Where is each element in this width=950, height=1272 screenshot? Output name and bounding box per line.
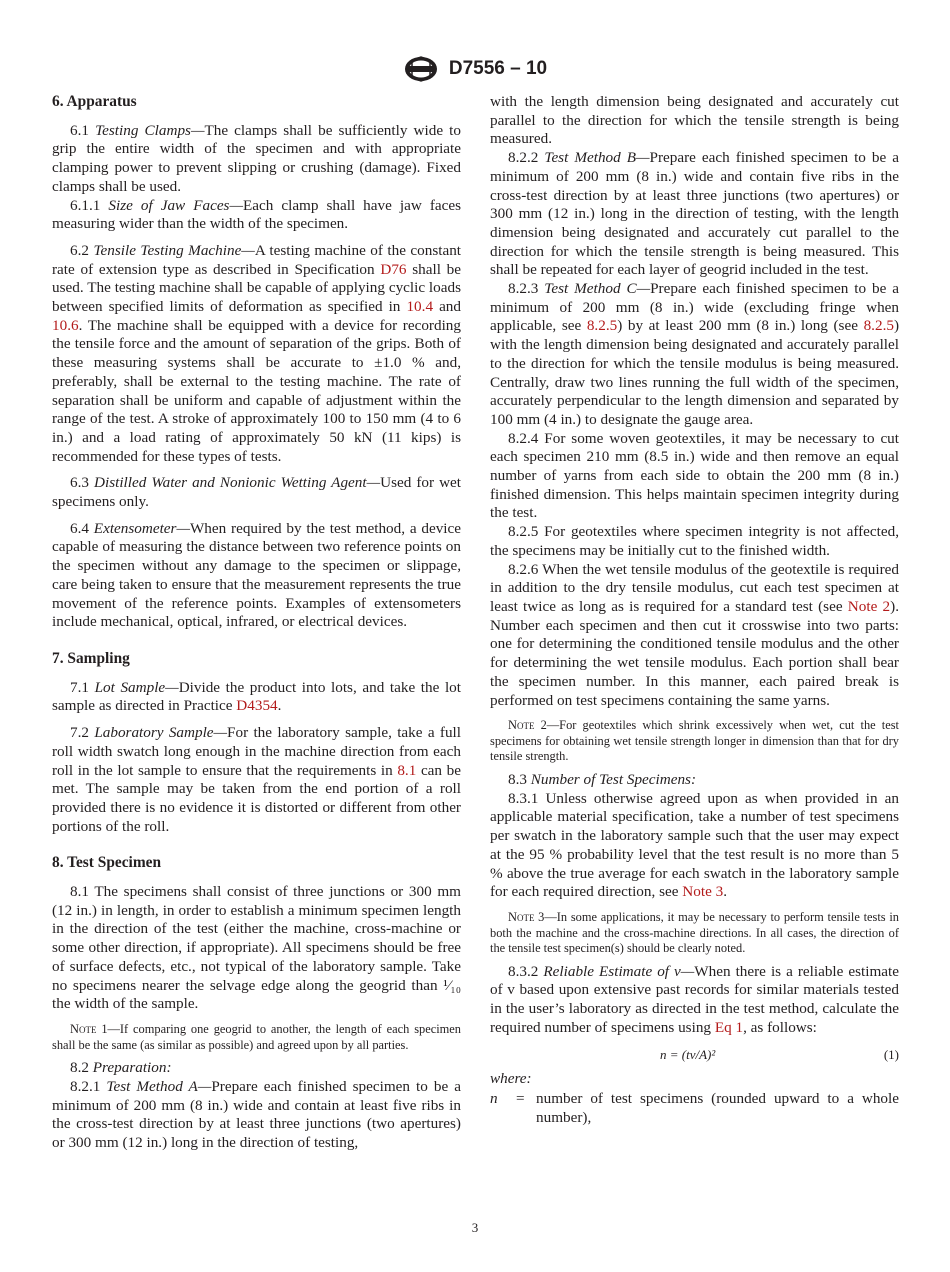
- page-header: [0, 55, 950, 83]
- section-heading: 8. Test Specimen: [52, 854, 162, 872]
- reference-link[interactable]: D4354: [236, 697, 278, 715]
- paragraph-8-3-1: 8.3.1 Unless otherwise agreed upon as when provided in an applicable material specification, take a number of test specimens per swatch in the laboratory sample such that the user may expect at the 95 % probability level that the test result is no more than 5 % above the true average for each swatch in the laboratory sample for each required direction, see Note 3.: [490, 789, 899, 901]
- reference-link[interactable]: Eq 1: [714, 1018, 744, 1036]
- reference-link[interactable]: Note 2: [847, 597, 891, 615]
- where-label: where:: [490, 1069, 532, 1087]
- left-column: [52, 93, 461, 1153]
- definition-symbol: n: [490, 1090, 498, 1108]
- paragraph-6-1: 6.1 Testing Clamps—The clamps shall be sufficiently wide to grip the entire width of the specimen and with appropriate clamping power to prevent slipping or crushing (damage). Fixed clamps shall be used.: [52, 121, 461, 195]
- reference-link[interactable]: Note 3: [682, 883, 724, 901]
- paragraph-8-2-6: 8.2.6 When the wet tensile modulus of the geotextile is required in addition to the dry tensile modulus, cut each test specimen at least twice as long as is required for a standard test (see Note 2). Number each specimen and then cut it crosswise into two parts: one for determining the conditioned tensile modulus and the other for determining the wet tensile modulus. Each portion shall bear the specimen number. In this manner, each paired break is performed on test specimens containing the same yarns.: [490, 560, 899, 709]
- section-heading: 6. Apparatus: [52, 93, 137, 110]
- paragraph-8-2-1: 8.2.1 Test Method A—Prepare each finished specimen to be a minimum of 200 mm (8 in.) wide and contain at least five ribs in the cross-test direction by at least three junctions (two apertures) or 300 mm (12 in.) long in the direction of testing,: [52, 1077, 461, 1151]
- paragraph-8-2-5: 8.2.5 For geotextiles where specimen integrity is not affected, the specimens may be initially cut to the finished width.: [490, 523, 899, 559]
- note-2: Note 2—For geotextiles which shrink excessively when wet, cut the test specimens for obtaining wet tensile strength longer in dimension than that for dry tensile strength.: [490, 718, 899, 764]
- paragraph-6-1-1: 6.1.1 Size of Jaw Faces—Each clamp shall have jaw faces measuring wider than the width of the specimen.: [52, 196, 462, 233]
- paragraph-6-2: 6.2 Tensile Testing Machine—A testing machine of the constant rate of extension type as described in Specification D76 shall be used. The testing machine shall be capable of applying cyclic loads between specified limits of deformation as specified in 10.4 and 10.6. The machine shall be equipped with a device for recording the tensile force and the amount of separation of the grips. Both of these measuring systems shall be accurate to ±1.0 % and, preferably, shall be external to the testing machine. The rate of separation shall be uniform and capable of adjustment within the range of the test. A stroke of approximately 100 to 150 mm (4 to 6 in.) and a load rating of approximately 50 kN (11 kips) is recommended for these types of tests.: [52, 241, 462, 465]
- definition-equals: =: [516, 1090, 525, 1108]
- astm-logo-icon: [403, 55, 439, 83]
- document-id: D7556 – 10: [448, 58, 548, 79]
- reference-link[interactable]: 8.1: [397, 761, 417, 779]
- paragraph-7-1: 7.1 Lot Sample—Divide the product into lots, and take the lot sample as directed in Practice D4354.: [52, 678, 461, 715]
- paragraph-8-3: 8.3 Number of Test Specimens:: [508, 770, 697, 788]
- reference-link[interactable]: 10.4: [406, 298, 434, 316]
- reference-link[interactable]: D76: [380, 260, 407, 278]
- paragraph-6-3: 6.3 Distilled Water and Nonionic Wetting Agent—Used for wet specimens only.: [52, 474, 461, 511]
- paragraph-8-3-2: 8.3.2 Reliable Estimate of v—When there is a reliable estimate of v based upon extensive past records for similar materials tested in the user’s laboratory as directed in the test method, calculate the required number of specimens using Eq 1, as follows:: [490, 962, 900, 1036]
- right-column: [490, 93, 899, 1128]
- paragraph-7-2: 7.2 Laboratory Sample—For the laboratory sample, take a full roll width swatch long enough in the machine direction from each roll in the lot sample to ensure that the requirements in 8.1 can be met. The sample may be taken from the end portion of a roll provided there is no evidence it is distorted or different from other portions of the roll.: [52, 724, 461, 835]
- equation-1: [490, 1044, 899, 1066]
- section-heading: 7. Sampling: [52, 649, 130, 667]
- equation-number: (1): [883, 1046, 899, 1062]
- equation-body: n = (tv/A)²: [660, 1046, 716, 1062]
- paragraph-8-1: 8.1 The specimens shall consist of three junctions or 300 mm (12 in.) in length, in order to establish a minimum specimen length in the direction of the test (either the machine, cross-machine or some other direction, if appropriate). All specimens should be free of surface defects, etc., not typical of the laboratory sample. Take no specimens nearer the selvage edge along the geogrid than ¹⁄₁₀ the width of the sample.: [52, 883, 461, 1013]
- paragraph-8-2-1-continued: with the length dimension being designated and accurately cut parallel to the direction for which the tensile strength is being measured.: [490, 93, 899, 148]
- paragraph-6-4: 6.4 Extensometer—When required by the test method, a device capable of measuring the distance between two reference points on the specimen without any damage to the specimen or slippage, care being taken to ensure that the measurement represents the true movement of the reference points. Examples of extensometers include mechanical, optical, infrared, or electrical devices.: [52, 519, 462, 631]
- definition-n: [490, 1090, 899, 1127]
- definition-text: number of test specimens (rounded upward to a whole number),: [536, 1090, 899, 1126]
- paragraph-8-2-4: 8.2.4 For some woven geotextiles, it may be necessary to cut each specimen 210 mm (8.5 in.) wide and then remove an equal number of yarns from each side to obtain the 200 mm (8 in.) finished dimension. This helps maintain specimen integrity during the test.: [490, 429, 899, 522]
- reference-link[interactable]: 8.2.5: [586, 317, 618, 335]
- note-1: Note 1—If comparing one geogrid to another, the length of each specimen shall be the same (as similar as possible) and agreed upon by all parties.: [52, 1021, 461, 1052]
- page-number: 3: [471, 1220, 479, 1235]
- reference-link[interactable]: 8.2.5: [863, 317, 894, 335]
- paragraph-8-2-3: 8.2.3 Test Method C—Prepare each finished specimen to be a minimum of 200 mm (8 in.) wide (excluding fringe when applicable, see 8.2.5) by at least 200 mm (8 in.) long (see 8.2.5) with the length dimension being designated and accurately parallel to the direction for which the tensile modulus is being measured. Centrally, draw two lines running the full width of the specimen, accurately perpendicular to the length dimension and separated by 100 mm (4 in.) to designate the gauge area.: [490, 280, 900, 428]
- paragraph-8-2: 8.2 Preparation:: [70, 1059, 172, 1077]
- reference-link[interactable]: 10.6: [52, 316, 79, 334]
- paragraph-8-2-2: 8.2.2 Test Method B—Prepare each finished specimen to be a minimum of 200 mm (8 in.) wide and contain five ribs in the cross-test direction by at least three junctions (two apertures) or 300 mm (12 in.) long in the direction of testing, with the length dimension being designated and accurately cut parallel to the direction for which the tensile strength is being measured. This shall be repeated for each layer of geogrid included in the test.: [490, 149, 899, 279]
- note-3: Note 3—In some applications, it may be necessary to perform tensile tests in both the machine and the cross-machine directions. In all cases, the direction of the tensile test specimen(s) should be clearly noted.: [490, 909, 899, 956]
